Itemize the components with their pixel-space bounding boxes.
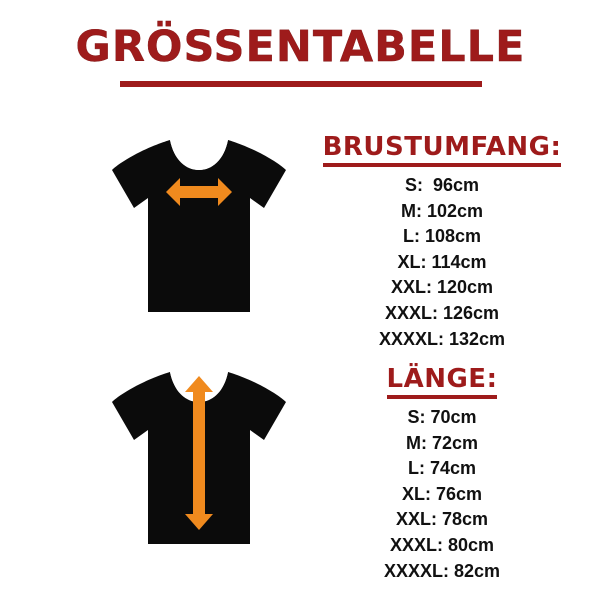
list-item: M: 102cm [400,200,484,221]
chest-size-list [312,173,572,352]
length-heading: LÄNGE: [387,366,498,399]
list-item: XXXXL: 132cm [378,328,506,349]
title-underline [120,81,482,87]
list-item: L: 74cm [407,458,477,479]
chest-heading-wrap [312,134,572,167]
list-item: M: 72cm [405,432,479,453]
list-item: XXXL: 80cm [389,535,495,556]
chest-measurements [312,134,572,352]
list-item: L: 108cm [402,226,482,247]
list-item: S: 70cm [407,407,477,428]
page-title: GRÖSSENTABELLE [75,22,526,72]
list-item: XXXXL: 82cm [383,560,501,581]
list-item: XL: 114cm [397,251,487,272]
length-size-list [312,405,572,584]
list-item: S: 96cm [404,175,480,196]
length-measurements [312,366,572,584]
list-item: XXL: 78cm [395,509,489,530]
tshirt-front-shape [112,140,286,312]
chest-heading: BRUSTUMFANG: [323,134,562,167]
list-item: XXXL: 126cm [384,303,500,324]
tshirt-length-illustration [104,362,294,552]
tshirt-chest-illustration [104,130,294,320]
length-heading-wrap [312,366,572,399]
list-item: XL: 76cm [401,483,483,504]
list-item: XXL: 120cm [390,277,494,298]
page-title-area [0,22,601,87]
